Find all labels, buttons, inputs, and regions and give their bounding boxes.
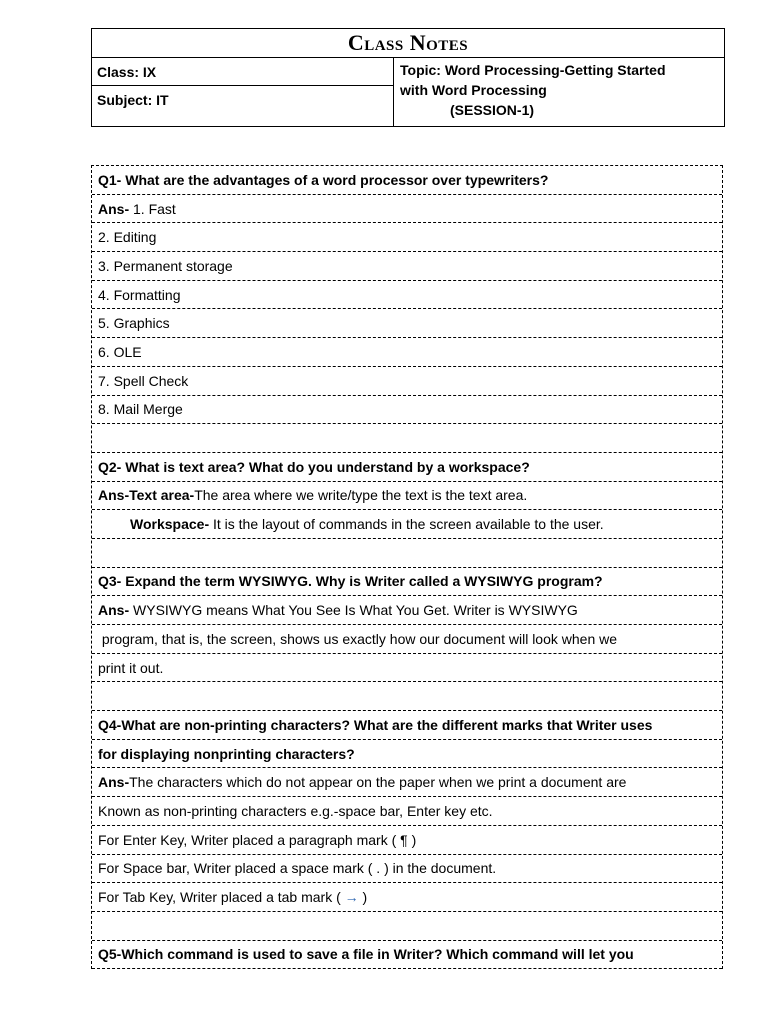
answer-text: WYSIWYG means What You See Is What You Get. Writer is WYSIWYG — [129, 602, 578, 619]
row-text: Q2- What is text area? What do you understand by a workspace? — [98, 458, 530, 475]
answer-row — [92, 367, 722, 396]
row-text: For Tab Key, Writer placed a tab mark ( — [98, 889, 341, 906]
row-text: Q4-What are non-printing characters? What are the different marks that Writer uses — [98, 716, 653, 733]
answer-label: Workspace- — [130, 516, 210, 533]
topic-block — [394, 58, 724, 127]
answer-text: The characters which do not appear on the paper when we print a document are — [129, 774, 627, 791]
answer-label: Ans- — [98, 200, 130, 217]
blank-row — [92, 424, 722, 453]
row-text: For Enter Key, Writer placed a paragraph mark ( ¶ ) — [98, 831, 417, 848]
answer-row — [92, 625, 722, 654]
answer-text: The area where we write/type the text is the text area. — [194, 487, 528, 504]
answer-row — [92, 768, 722, 797]
answer-label: Ans- — [98, 774, 130, 791]
subject-label: Subject: IT — [97, 91, 169, 108]
row-text: For Space bar, Writer placed a space mark ( . ) in the document. — [98, 860, 497, 877]
session-label: (SESSION-1) — [450, 102, 535, 118]
answer-row — [92, 281, 722, 310]
page-title: Class Notes — [92, 29, 724, 58]
answer-row — [92, 654, 722, 683]
question-row — [92, 941, 722, 970]
row-text: Q1- What are the advantages of a word processor over typewriters? — [98, 171, 549, 188]
answer-row — [92, 855, 722, 884]
answer-label: Ans-Text area- — [98, 487, 195, 504]
header-info-row — [92, 58, 724, 127]
answer-row — [92, 826, 722, 855]
topic-line-2: with Word Processing — [400, 82, 547, 98]
notes-table — [91, 165, 723, 969]
tab-arrow-icon: → — [340, 889, 363, 906]
answer-row — [92, 223, 722, 252]
row-text: Known as non-printing characters e.g.-space bar, Enter key etc. — [98, 802, 493, 819]
topic-line-1: Topic: Word Processing-Getting Started — [400, 62, 666, 78]
answer-text: It is the layout of commands in the screen available to the user. — [209, 516, 604, 533]
row-text: 3. Permanent storage — [98, 257, 233, 274]
blank-row — [92, 682, 722, 711]
answer-text: 1. Fast — [129, 200, 176, 217]
answer-row — [92, 797, 722, 826]
header-table — [91, 28, 725, 127]
blank-row — [92, 912, 722, 941]
answer-row — [92, 338, 722, 367]
answer-row — [92, 883, 722, 912]
row-text: 2. Editing — [98, 229, 157, 246]
row-text: 6. OLE — [98, 343, 142, 360]
answer-label: Ans- — [98, 602, 130, 619]
answer-row — [92, 482, 722, 511]
question-row — [92, 711, 722, 740]
question-row — [92, 568, 722, 597]
answer-row — [92, 396, 722, 425]
blank-row — [92, 539, 722, 568]
row-text: program, that is, the screen, shows us exactly how our document will look when we — [98, 630, 618, 647]
answer-row — [92, 596, 722, 625]
class-label: Class: IX — [92, 58, 393, 86]
row-text: Q3- Expand the term WYSIWYG. Why is Writer called a WYSIWYG program? — [98, 573, 603, 590]
row-text: 8. Mail Merge — [98, 401, 183, 418]
row-text: for displaying nonprinting characters? — [98, 745, 355, 762]
answer-row — [92, 309, 722, 338]
question-row — [92, 453, 722, 482]
row-text: print it out. — [98, 659, 164, 676]
answer-row — [92, 510, 722, 539]
question-row — [92, 740, 722, 769]
row-text: 7. Spell Check — [98, 372, 189, 389]
row-text: 5. Graphics — [98, 315, 170, 332]
answer-row — [92, 252, 722, 281]
row-text-end: ) — [362, 889, 368, 906]
question-row — [92, 166, 722, 195]
answer-row — [92, 195, 722, 224]
header-left-column — [92, 58, 394, 127]
row-text: Q5-Which command is used to save a file in Writer? Which command will let you — [98, 946, 634, 963]
row-text: 4. Formatting — [98, 286, 181, 303]
